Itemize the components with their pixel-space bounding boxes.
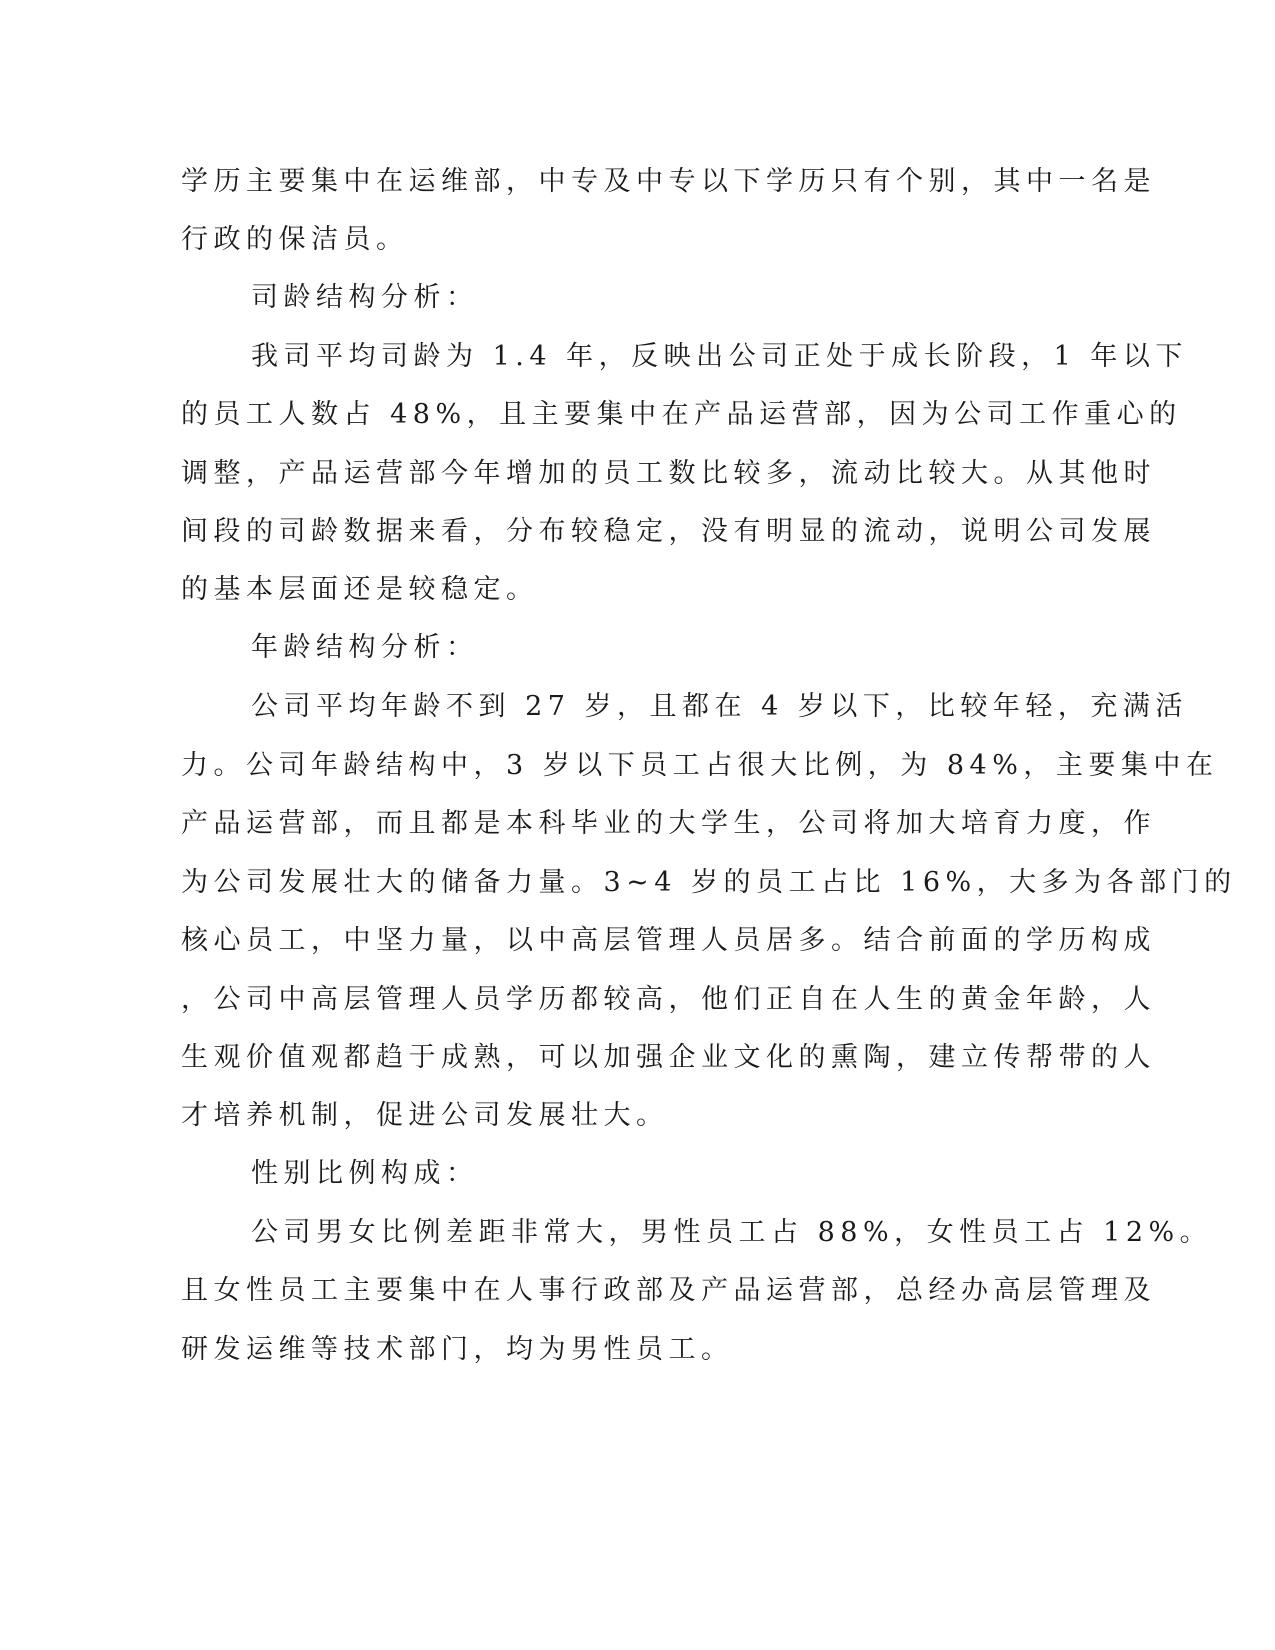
paragraph-line: 公司男女比例差距非常大，男性员工占 88%，女性员工占 12%。: [251, 1217, 1213, 1248]
paragraph-line: 核心员工，中坚力量，以中高层管理人员居多。结合前面的学历构成: [181, 925, 1156, 956]
paragraph-line: 公司平均年龄不到 27 岁，且都在 4 岁以下，比较年轻，充满活: [251, 691, 1188, 722]
paragraph-line: 研发运维等技术部门，均为男性员工。: [181, 1334, 734, 1365]
section-heading-tenure: 司龄结构分析：: [251, 282, 479, 313]
paragraph-line: 产品运营部，而且都是本科毕业的大学生，公司将加大培育力度，作: [181, 808, 1156, 839]
paragraph-line: 间段的司龄数据来看，分布较稳定，没有明显的流动，说明公司发展: [181, 516, 1156, 547]
paragraph-line: 且女性员工主要集中在人事行政部及产品运营部，总经办高层管理及: [181, 1275, 1156, 1306]
paragraph-line: 为公司发展壮大的储备力量。3~4 岁的员工占比 16%，大多为各部门的: [181, 867, 1237, 898]
paragraph-line: 调整，产品运营部今年增加的员工数比较多，流动比较大。从其他时: [181, 458, 1156, 489]
paragraph-line: 才培养机制，促进公司发展壮大。: [181, 1100, 669, 1131]
section-heading-age: 年龄结构分析：: [251, 632, 479, 663]
paragraph-line: 力。公司年龄结构中，3 岁以下员工占很大比例，为 84%，主要集中在: [181, 750, 1219, 781]
section-heading-gender: 性别比例构成：: [251, 1158, 479, 1189]
paragraph-line: ，公司中高层管理人员学历都较高，他们正自在人生的黄金年龄，人: [181, 984, 1156, 1015]
paragraph-line: 学历主要集中在运维部，中专及中专以下学历只有个别，其中一名是: [181, 166, 1156, 197]
paragraph-line: 的基本层面还是较稳定。: [181, 574, 539, 605]
paragraph-line: 我司平均司龄为 1.4 年，反映出公司正处于成长阶段，1 年以下: [251, 341, 1188, 372]
paragraph-line: 的员工人数占 48%，且主要集中在产品运营部，因为公司工作重心的: [181, 399, 1182, 430]
paragraph-line: 生观价值观都趋于成熟，可以加强企业文化的熏陶，建立传帮带的人: [181, 1042, 1156, 1073]
paragraph-line: 行政的保洁员。: [181, 224, 409, 255]
